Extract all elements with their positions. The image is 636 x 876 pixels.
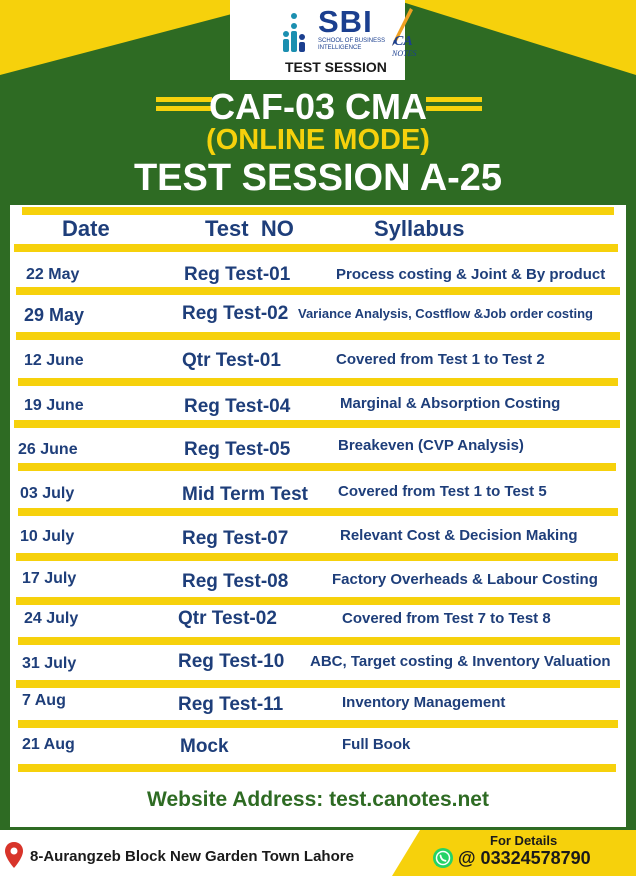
row-test: Qtr Test-01 <box>182 350 281 371</box>
mode-label: (ONLINE MODE) <box>206 124 430 156</box>
row-divider <box>16 332 620 340</box>
address-text: 8-Aurangzeb Block New Garden Town Lahore <box>30 848 354 865</box>
brand-tagline: TEST SESSION <box>285 59 387 75</box>
row-test: Reg Test-05 <box>184 439 291 460</box>
row-syllabus: Covered from Test 7 to Test 8 <box>342 610 551 627</box>
row-test: Reg Test-11 <box>178 694 284 715</box>
row-test: Reg Test-08 <box>182 571 289 592</box>
whatsapp-icon <box>432 847 454 869</box>
row-syllabus: Process costing & Joint & By product <box>336 266 606 283</box>
row-syllabus: Factory Overheads & Labour Costing <box>332 571 598 588</box>
row-syllabus: Variance Analysis, Costflow &Job order costing <box>298 306 593 321</box>
row-date: 21 Aug <box>22 736 75 753</box>
row-test: Reg Test-10 <box>178 651 285 672</box>
row-test: Reg Test-02 <box>182 303 289 324</box>
row-syllabus: Covered from Test 1 to Test 2 <box>336 351 545 368</box>
row-date: 22 May <box>26 266 80 283</box>
row-divider <box>18 637 620 645</box>
row-test: Reg Test-01 <box>184 264 291 285</box>
brand-name: SBI <box>318 4 373 39</box>
row-date: 7 Aug <box>22 692 66 709</box>
phone-number: @ 03324578790 <box>458 848 591 868</box>
row-divider <box>18 764 616 772</box>
row-divider <box>18 508 618 516</box>
header-bar-top <box>22 207 614 215</box>
people-icon <box>280 12 312 54</box>
corner-decoration-right <box>396 0 636 75</box>
row-divider <box>16 553 618 561</box>
row-divider <box>18 378 618 386</box>
row-test: Reg Test-04 <box>184 396 291 417</box>
row-syllabus: Inventory Management <box>342 694 506 711</box>
header-syllabus: Syllabus <box>374 216 465 241</box>
row-syllabus: Marginal & Absorption Costing <box>340 395 561 412</box>
row-divider <box>16 597 620 605</box>
row-syllabus: ABC, Target costing & Inventory Valuation <box>310 653 611 670</box>
row-syllabus: Relevant Cost & Decision Making <box>340 527 578 544</box>
brand-subtitle: SCHOOL OF BUSINESS INTELLIGENCE <box>318 38 386 51</box>
row-date: 17 July <box>22 570 77 587</box>
row-syllabus: Full Book <box>342 736 411 753</box>
row-test: Qtr Test-02 <box>178 608 277 629</box>
header-date: Date <box>62 216 110 241</box>
row-divider <box>18 720 618 728</box>
row-date: 26 June <box>18 441 78 458</box>
row-date: 10 July <box>20 528 75 545</box>
session-title: TEST SESSION A-25 <box>133 157 503 199</box>
row-date: 03 July <box>20 485 75 502</box>
row-test: Reg Test-07 <box>182 528 289 549</box>
brand-ca: CA <box>394 34 413 49</box>
row-date: 12 June <box>24 352 84 369</box>
row-test: Mock <box>180 736 229 757</box>
row-date: 24 July <box>24 610 79 627</box>
row-syllabus: Breakeven (CVP Analysis) <box>338 437 524 454</box>
row-divider <box>16 680 620 688</box>
brand-notes: NOTES <box>392 49 417 58</box>
row-divider <box>14 420 620 428</box>
schedule-panel <box>10 205 626 827</box>
page-title: CAF-03 CMA <box>208 86 427 127</box>
header-test-no: Test NO <box>205 216 294 241</box>
location-pin-icon <box>4 841 24 869</box>
for-details-label: For Details <box>490 833 558 848</box>
row-divider <box>16 287 620 295</box>
footer-accent <box>392 830 420 876</box>
website-address: Website Address: test.canotes.net <box>147 788 489 811</box>
row-syllabus: Covered from Test 1 to Test 5 <box>338 483 547 500</box>
row-date: 19 June <box>24 397 84 414</box>
row-test: Mid Term Test <box>182 484 308 505</box>
header-bar-bottom <box>14 244 618 252</box>
row-divider <box>18 463 616 471</box>
row-date: 29 May <box>24 305 85 325</box>
row-date: 31 July <box>22 655 77 672</box>
